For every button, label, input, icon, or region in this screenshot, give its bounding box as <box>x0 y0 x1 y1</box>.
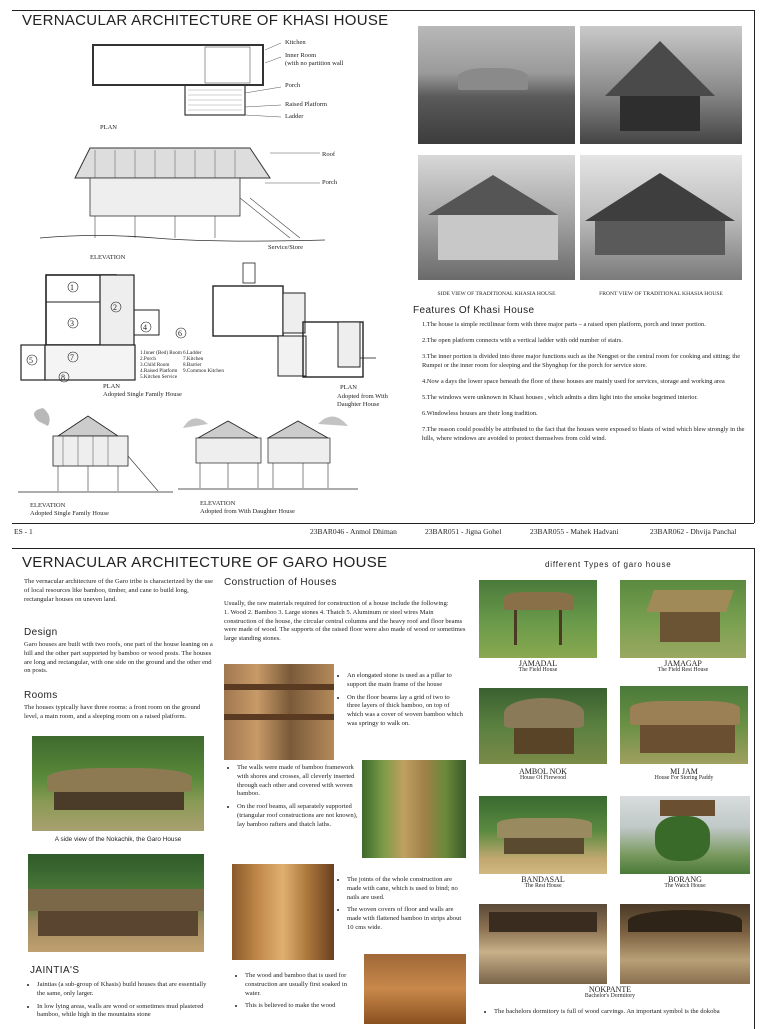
nokpante-bullet: • The bachelors dormitory is full of wood carvings. An important symbol is the dokoba <box>494 1008 750 1017</box>
construction-bullet: • The walls were made of bamboo framework with shores and crosses, all cleverly inserted through each other and covered with woven bamboo. <box>237 764 358 799</box>
feature-item: 4.Now a days the lower space beneath the floor of these houses are mainly used for services, storage and working area <box>422 377 725 385</box>
jaintia-heading: JAINTIA'S <box>30 965 80 976</box>
nokachik-caption: A side view of the Nokachik, the Garo House <box>54 836 182 843</box>
type-caption-jamagap: JAMAGAP The Field Rest House <box>657 659 709 673</box>
construction-bullet: • On the floor beams lay a grid of two to three layers of thick bamboo, on top of which was a cover of woven bamboo which was springy to walk on. <box>347 694 463 729</box>
jaintia-bullet: • In low lying areas, walls are wood or sometimes mud plastered bamboo, while high in the mountains stone <box>37 1003 216 1021</box>
design-heading: Design <box>24 627 58 638</box>
jamagap-photo <box>620 580 746 658</box>
jaintia-list <box>28 981 216 1024</box>
construction-bullet: • On the roof beams, all separately supported (triangular roof constructions are not known), lay bamboo rafters and thatch laths. <box>237 803 358 829</box>
plan-label-kitchen: Kitchen <box>285 39 306 46</box>
author-3: 23BAR055 - Mahek Hadvani <box>530 527 619 536</box>
mi-jam-photo <box>620 686 748 764</box>
author-1: 23BAR046 - Anmol Dhiman <box>310 527 397 536</box>
construction-list-c <box>338 876 466 937</box>
nokachik-photo <box>32 736 204 831</box>
daughter-elevation-caption: ELEVATION <box>200 500 236 507</box>
svg-text:6: 6 <box>178 329 182 338</box>
stone-pillar-photo <box>224 664 334 760</box>
ambol-nok-photo <box>479 688 607 764</box>
plan-label-porch: Porch <box>285 82 301 89</box>
svg-text:3: 3 <box>70 319 74 328</box>
construction-bullet: • The wood and bamboo that is used for construction are usually first soaked in water. <box>245 972 358 998</box>
author-2: 23BAR051 - Jigna Gohel <box>425 527 502 536</box>
type-caption-nokpante: NOKPANTE Bachelor's Dormitory <box>584 985 636 999</box>
plan-label-ladder: Ladder <box>285 113 304 120</box>
khasi-photo-hillside-house <box>418 26 575 144</box>
single-plan-legend-b: 6.Ladder 7.Kitchen 8.Barrier 9.Common Kitchen <box>183 350 224 374</box>
svg-text:7: 7 <box>70 353 74 362</box>
type-caption-jamadal: JAMADAL The Field House <box>518 659 558 673</box>
single-family-elevation-sketch <box>18 406 173 498</box>
construction-list-b <box>228 764 358 834</box>
khasi-photo-side-view <box>418 155 575 280</box>
jaintia-bullet: • Jaintias (a sub-group of Khasis) build houses that are essentially the same, only larger. <box>37 981 216 999</box>
author-4: 23BAR062 - Dhvija Panchal <box>650 527 737 536</box>
construction-bullet: • The woven covers of floor and walls are made with flattened bamboo in strips about 10 cms wide. <box>347 906 466 932</box>
single-plan-legend-a: 1.Inner (Bed) Room 2.Porch 3.Child Room 4.Raised Platform 5.Kitchen Service <box>140 350 182 380</box>
khasi-photo-thatched-hut <box>580 26 742 144</box>
khasi-plan-sketch <box>85 35 285 130</box>
borang-photo <box>620 796 750 874</box>
feature-item: 2.The open platform connects with a vertical ladder with odd number of stairs. <box>422 337 623 345</box>
design-text: Garo houses are built with two roofs, one part of the house leaning on a hill and the other part supported by bamboo or wood posts. The houses are long and rectangular, with one side on the ground and the other end on posts. <box>24 641 213 675</box>
elev-label-porch: Porch <box>322 179 338 186</box>
daughter-plan-caption: PLAN <box>340 384 357 391</box>
plan-caption: PLAN <box>100 124 117 131</box>
garo-intro: The vernacular architecture of the Garo tribe is characterized by the use of local resources like bamboo, timber, and cane to build long, rectangular houses on uneven land. <box>24 578 214 603</box>
nokpante-photo-right <box>620 904 750 984</box>
caption-front-view: FRONT VIEW OF TRADITIONAL KHASIA HOUSE <box>599 291 723 297</box>
khasi-photo-front-view <box>580 155 742 280</box>
features-heading: Features Of Khasi House <box>413 305 535 316</box>
footer-rule <box>12 523 754 524</box>
single-elevation-subcaption: Adopted Single Family House <box>30 510 109 517</box>
daughter-house-plan-sketch <box>208 258 378 383</box>
single-plan-subcaption: Adopted Single Family House <box>103 391 182 398</box>
svg-text:5: 5 <box>29 356 33 365</box>
caption-side-view: SIDE VIEW OF TRADITIONAL KHASIA HOUSE <box>437 291 556 297</box>
jamadal-photo <box>479 580 597 658</box>
plan-label-inner-room: Inner Room (with no partition wall <box>285 52 344 67</box>
type-caption-borang: BORANG The Watch House <box>664 875 706 889</box>
nokpante-note <box>485 1008 750 1021</box>
svg-text:1: 1 <box>70 283 74 292</box>
daughter-plan-subcaption: Adopted from With Daughter House <box>337 393 388 408</box>
rooms-text: The houses typically have three rooms: a front room on the ground level, a main room, and a sleeping room on a raised platform. <box>24 704 201 720</box>
types-heading: different Types of garo house <box>545 560 672 569</box>
feature-item: 1.The house is simple rectilinear form with three major parts – a raised open platform, porch and inner portion. <box>422 321 706 328</box>
nokpante-photo-left <box>479 904 607 984</box>
construction-bullet: • This is believed to make the wood <box>245 1002 358 1011</box>
type-caption-mi-jam: MI JAM House For Storing Paddy <box>654 767 714 781</box>
construction-list-a <box>338 672 463 733</box>
svg-text:8: 8 <box>61 373 65 382</box>
bamboo-floor-photo <box>362 760 466 858</box>
feature-item: 3.The inner portion is divided into three major functions such as the Nengpei or the central room for cooking and sitting; the Rumpei or the inner room for sleeping and the Shynghup for the porch for service store. <box>422 353 741 369</box>
garo-longhouse-photo <box>28 854 204 952</box>
bamboo-wall-photo <box>232 864 334 960</box>
svg-text:4: 4 <box>143 323 147 332</box>
feature-item: 7.The reason could possibly be attributed to the fact that the houses were exposed to blasts of wind which blew strongly in the hills, where windows are avoided to protect themselves from cold wind. <box>422 426 745 442</box>
soaked-wood-photo <box>364 954 466 1024</box>
feature-item: 5.The windows were unknown in Khasi houses , which admits a dim light into the smoke begrimed interior. <box>422 394 698 402</box>
daughter-elevation-subcaption: Adopted from With Daughter House <box>200 508 295 515</box>
single-plan-caption: PLAN <box>103 383 120 390</box>
construction-bullet: • The joints of the whole construction are made with cane, which is used to bind; no nails are used. <box>347 876 466 902</box>
elev-label-store: Service/Store <box>268 244 304 251</box>
elev-caption: ELEVATION <box>90 254 126 261</box>
daughter-house-elevation-sketch <box>178 406 358 494</box>
khasi-elevation-sketch <box>35 138 338 250</box>
bandasal-photo <box>479 796 607 874</box>
construction-bullet: • An elongated stone is used as a pillar to support the main frame of the house <box>347 672 463 690</box>
svg-text:2: 2 <box>113 303 117 312</box>
feature-item: 6.Windowless houses are their long tradition. <box>422 410 538 418</box>
construction-intro: Usually, the raw materials required for construction of a house include the following: 1. Wood 2. Bamboo 3. Large stones 4. Thatch 5. Aluminum or steel wires Main construction of the house, the circular central columns and the heavy roof and floor beams were made of wood. The supports of the raised floor were also made of wood or sometimes large standing stones. <box>224 600 466 643</box>
type-caption-bandasal: BANDASAL The Rest House <box>521 875 565 889</box>
khasi-title: VERNACULAR ARCHITECTURE OF KHASI HOUSE <box>22 12 389 29</box>
single-elevation-caption: ELEVATION <box>30 502 66 509</box>
rooms-heading: Rooms <box>24 690 58 701</box>
construction-list-d <box>236 972 358 1015</box>
features-list <box>422 321 754 443</box>
elev-label-roof: Roof <box>322 151 335 158</box>
garo-title: VERNACULAR ARCHITECTURE OF GARO HOUSE <box>22 554 388 571</box>
sheet-number: ES - 1 <box>14 527 33 536</box>
construction-heading: Construction of Houses <box>224 577 337 588</box>
type-caption-ambol-nok: AMBOL NOK House Of Firewood <box>519 767 567 781</box>
plan-label-platform: Raised Platform <box>285 101 328 108</box>
